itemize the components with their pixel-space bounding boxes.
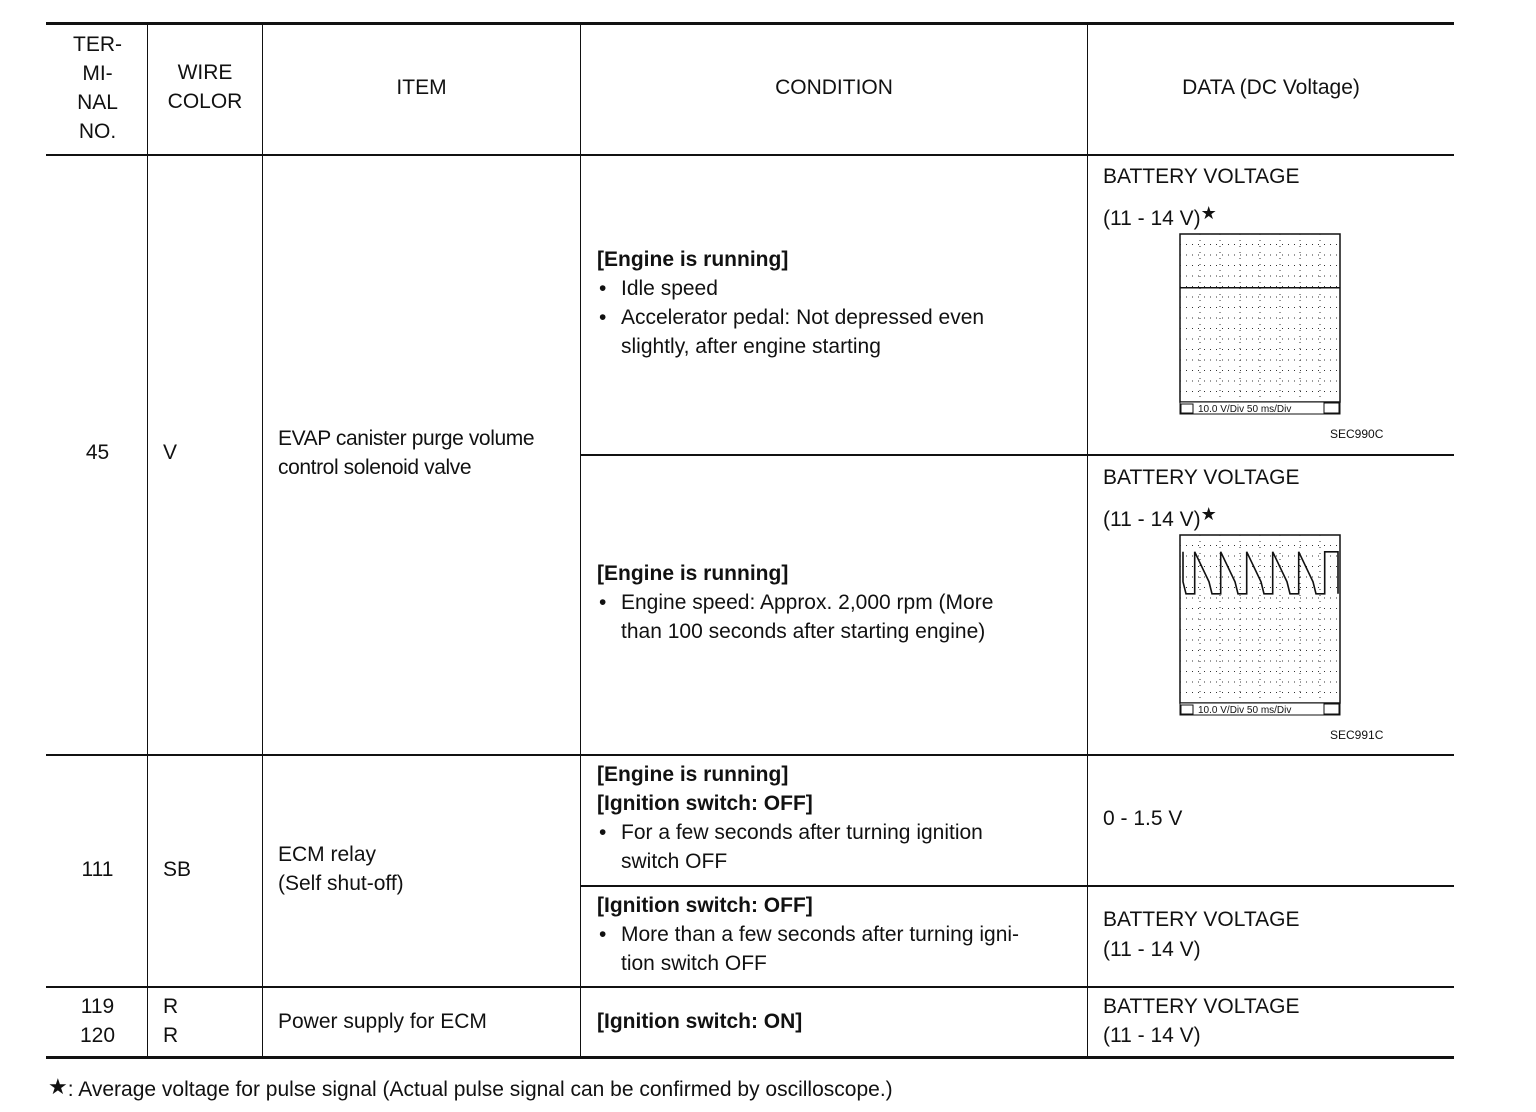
table-bottom-border: [46, 1056, 1454, 1059]
data-value-line-1: BATTERY VOLTAGE: [1103, 995, 1300, 1018]
col-divider-2: [262, 24, 263, 1058]
star-icon: ★: [1200, 203, 1217, 223]
condition-bullet: [597, 588, 993, 617]
condition-heading: [Engine is running]: [597, 763, 789, 786]
row-111-bottom-border: [46, 986, 1454, 988]
condition-ecm-relay-few-seconds: [597, 760, 983, 876]
col-divider-1: [147, 24, 148, 1058]
bullet-text: Idle speed: [621, 277, 718, 300]
data-111-low: 0 - 1.5 V: [1103, 807, 1183, 830]
header-terminal-line-2: MI-: [82, 62, 113, 85]
item-power-supply-ecm: Power supply for ECM: [278, 1010, 487, 1033]
data-111-battery: [1103, 905, 1299, 965]
terminal-111: 111: [81, 858, 114, 881]
terminal-119-120: [48, 992, 147, 1050]
data-value-line-2: [1103, 496, 1299, 538]
scope-scale-label: 10.0 V/Div 50 ms/Div: [1198, 705, 1292, 716]
bullet-text-continued: than 100 seconds after starting engine): [621, 620, 986, 643]
bullet-text: More than a few seconds after turning igni-: [621, 923, 1020, 946]
bullet-text: Accelerator pedal: Not depressed even: [621, 306, 985, 329]
wire-color-120: R: [163, 1024, 179, 1047]
table-top-border: [46, 22, 1454, 25]
item-line-1: ECM relay: [278, 843, 377, 866]
data-value-line-1: BATTERY VOLTAGE: [1103, 908, 1300, 931]
row-45-split: [580, 454, 1454, 456]
condition-heading: [Engine is running]: [597, 248, 789, 271]
terminal-119: 119: [80, 995, 115, 1018]
scope-marker-box: [1324, 704, 1339, 714]
item-line-1: EVAP canister purge volume: [278, 427, 535, 450]
header-wire-color: [148, 58, 262, 116]
row-111-split: [580, 885, 1454, 887]
scope-scale-label: 10.0 V/Div 50 ms/Div: [1198, 404, 1292, 415]
header-terminal-no: [48, 30, 147, 146]
item-ecm-relay: [278, 840, 404, 898]
scope-marker-box: [1324, 403, 1339, 413]
oscilloscope-waveform-pulse: [1179, 534, 1341, 716]
data-value-line-1: BATTERY VOLTAGE: [1103, 165, 1300, 188]
condition-heading: [Ignition switch: OFF]: [597, 792, 813, 815]
footnote-text: : Average voltage for pulse signal (Actual pulse signal can be confirmed by oscilloscope.): [67, 1078, 893, 1101]
condition-idle: [597, 245, 984, 361]
header-wire-line-2: COLOR: [167, 90, 243, 113]
header-wire-line-1: WIRE: [177, 61, 233, 84]
condition-bullet: [597, 303, 984, 332]
header-terminal-line-3: NAL: [77, 91, 118, 114]
row-45-bottom-border: [46, 754, 1454, 756]
scope-code-sec991c: SEC991C: [1330, 728, 1384, 742]
header-data: DATA (DC Voltage): [1182, 76, 1360, 99]
condition-ignition-on: [Ignition switch: ON]: [597, 1010, 803, 1033]
data-value-line-1: BATTERY VOLTAGE: [1103, 466, 1300, 489]
header-item: ITEM: [396, 76, 447, 99]
bullet-text-continued: slightly, after engine starting: [621, 335, 881, 358]
wire-color-119: R: [163, 995, 179, 1018]
condition-ecm-relay-after: [597, 891, 1019, 978]
bullet-text-continued: switch OFF: [621, 850, 728, 873]
col-divider-4: [1087, 24, 1088, 1058]
bullet-text-continued: tion switch OFF: [621, 952, 767, 975]
terminal-120: 120: [79, 1024, 116, 1047]
footnote: [48, 1072, 893, 1104]
terminal-45: 45: [85, 441, 110, 464]
condition-bullet: [597, 818, 983, 847]
wire-color-r: [163, 992, 178, 1050]
scope-run-icon: [1181, 705, 1193, 714]
data-45-2000rpm: [1103, 459, 1299, 538]
condition-heading: [Engine is running]: [597, 562, 789, 585]
data-voltage-range: (11 - 14 V): [1103, 207, 1201, 230]
item-line-2: (Self shut-off): [278, 872, 404, 895]
header-terminal-line-1: TER-: [73, 33, 122, 56]
bullet-text: For a few seconds after turning ignition: [621, 821, 983, 844]
scope-run-icon: [1181, 404, 1193, 413]
header-terminal-line-4: NO.: [78, 120, 117, 143]
oscilloscope-waveform-idle: [1179, 233, 1341, 415]
condition-bullet: [597, 274, 984, 303]
scope-code-sec990c: SEC990C: [1330, 427, 1384, 441]
data-119-120-battery: [1103, 992, 1299, 1050]
item-evap-purge-valve: [278, 424, 534, 482]
header-condition: CONDITION: [775, 76, 893, 99]
bullet-text: Engine speed: Approx. 2,000 rpm (More: [621, 591, 994, 614]
data-value-line-2: (11 - 14 V): [1103, 938, 1201, 961]
wire-color-sb: SB: [163, 858, 192, 881]
data-value-line-2: (11 - 14 V): [1103, 1024, 1201, 1047]
data-voltage-range: (11 - 14 V): [1103, 508, 1201, 531]
header-bottom-border: [46, 154, 1454, 156]
footnote-star-icon: ★: [48, 1074, 68, 1099]
data-45-idle: [1103, 158, 1299, 237]
col-divider-3: [580, 24, 581, 1058]
condition-bullet: [597, 920, 1019, 949]
data-value-line-2: [1103, 195, 1299, 237]
wire-color-v: V: [163, 441, 178, 464]
condition-heading: [Ignition switch: OFF]: [597, 894, 813, 917]
item-line-2: control solenoid valve: [278, 456, 472, 479]
star-icon: ★: [1200, 504, 1217, 524]
condition-2000rpm: [597, 559, 993, 646]
